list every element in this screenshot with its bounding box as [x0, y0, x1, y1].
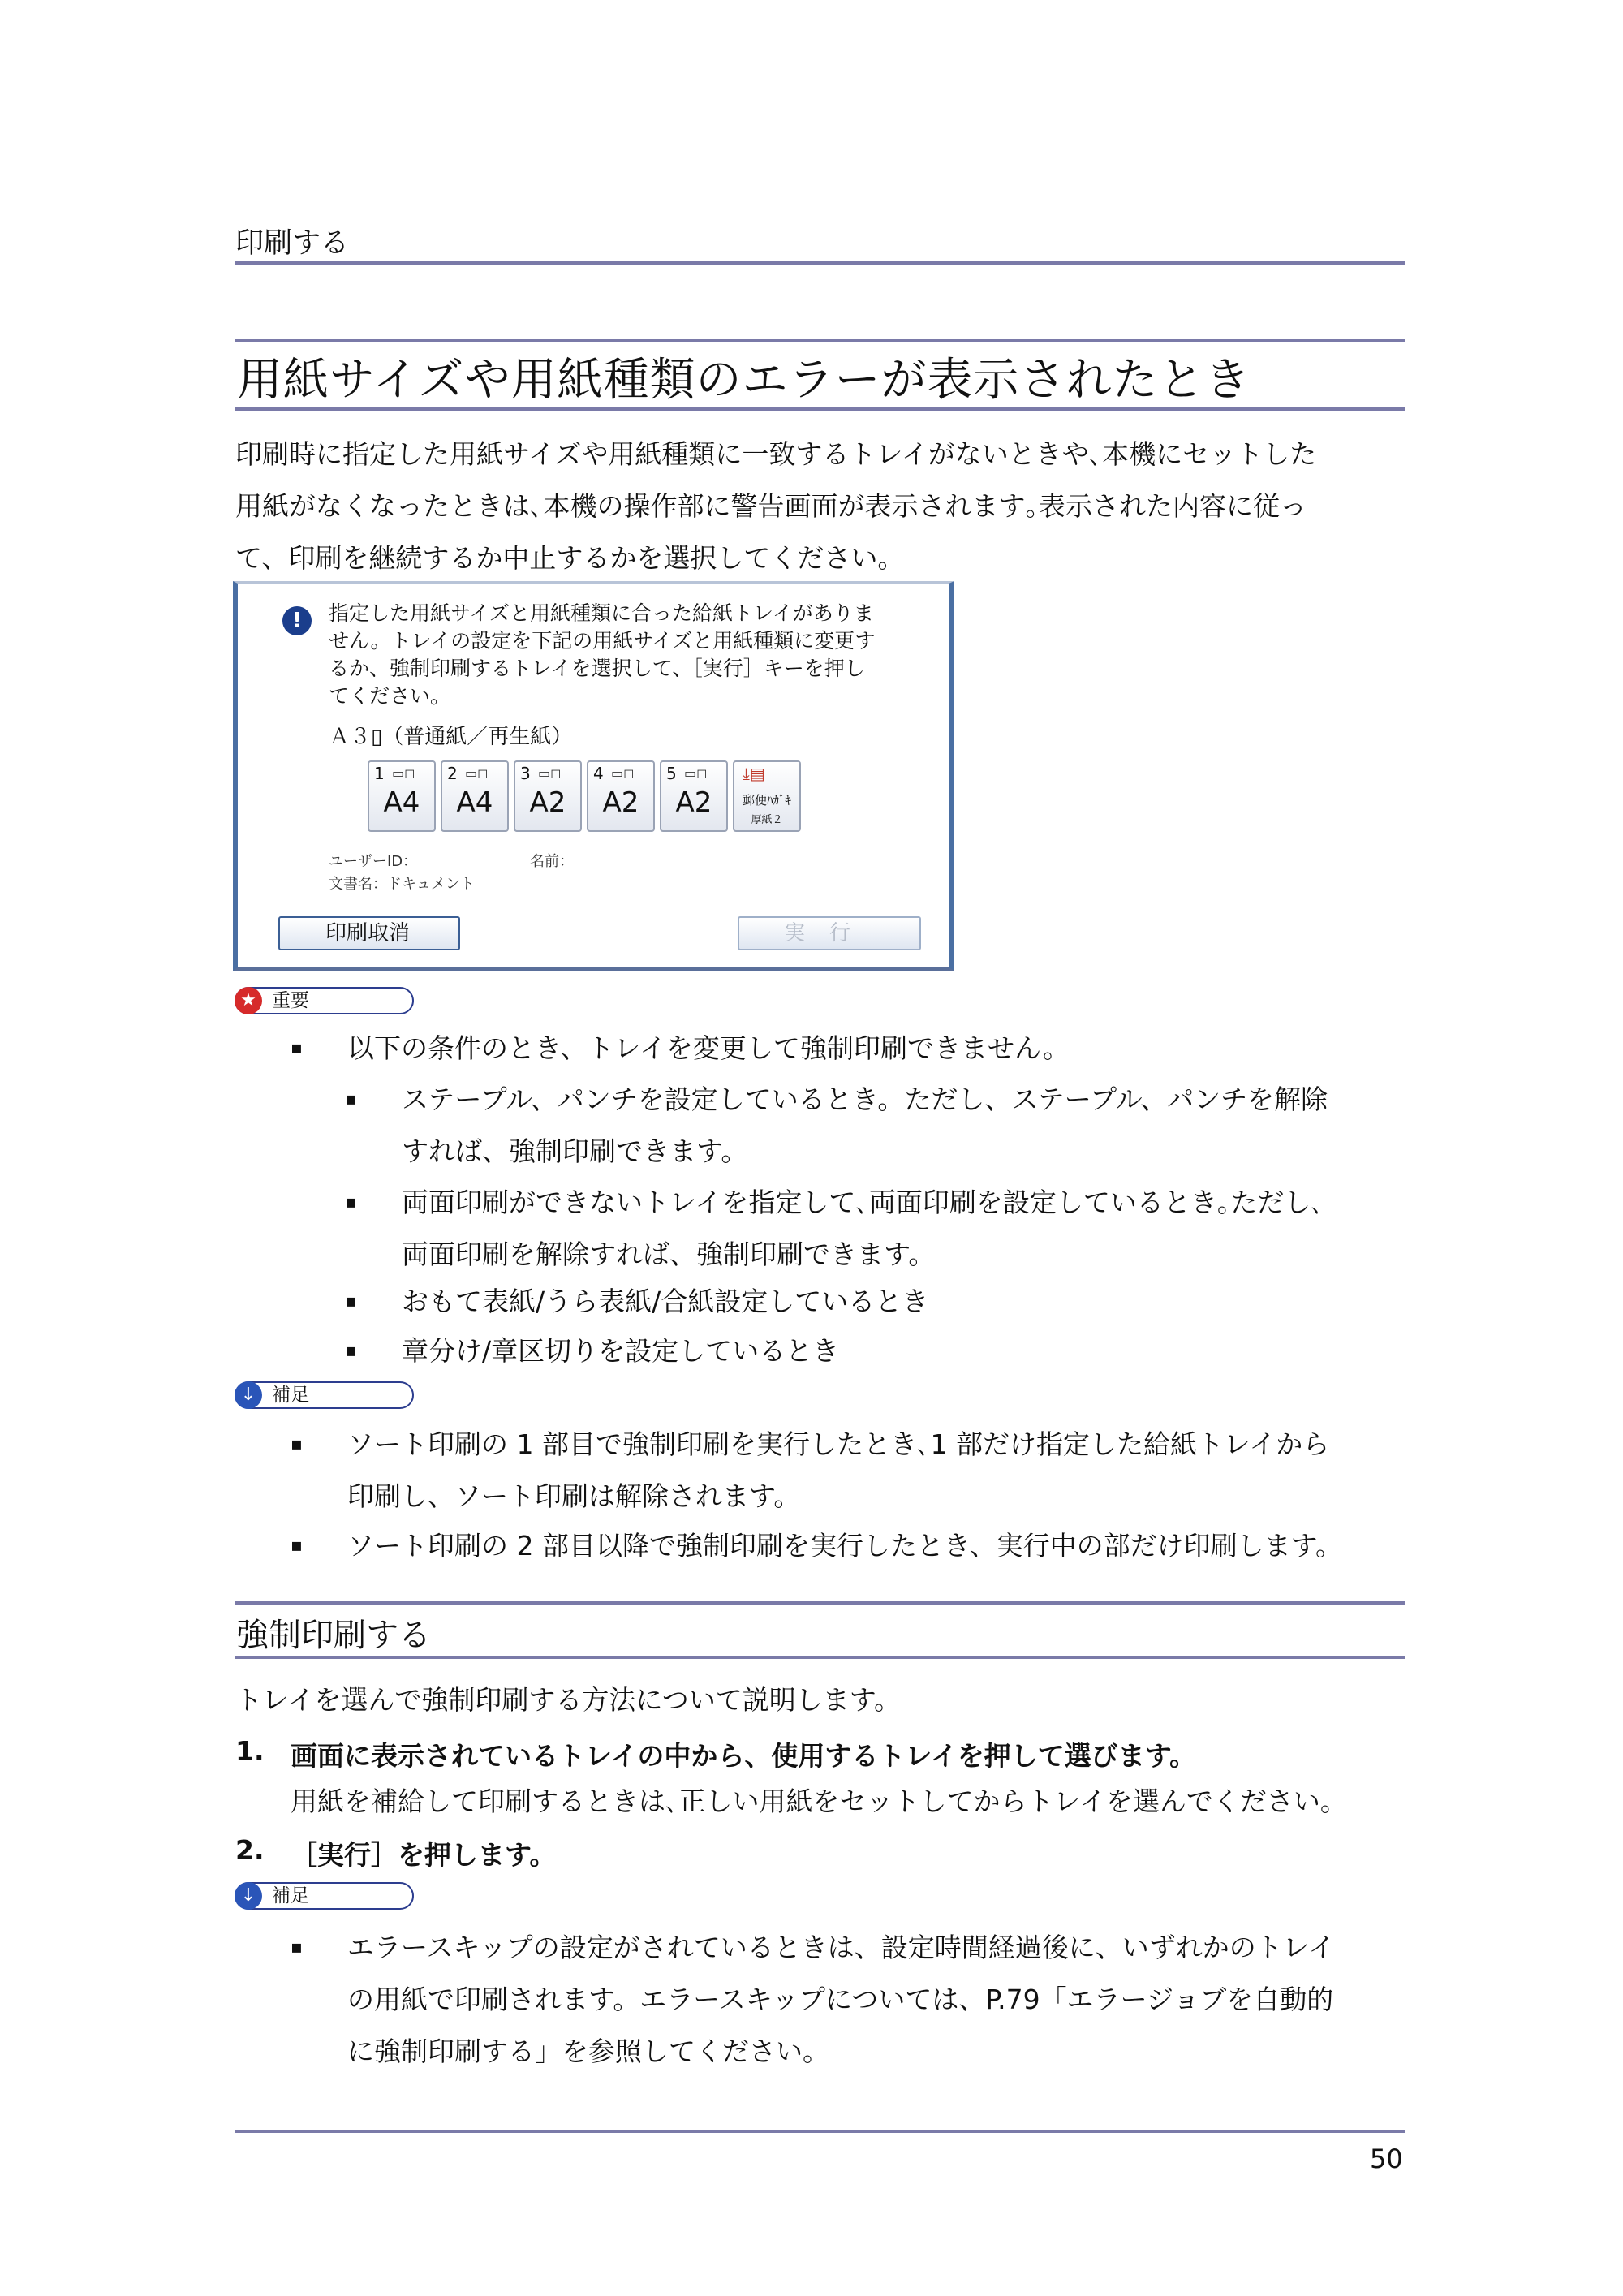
note-tag	[235, 1381, 414, 1409]
list-item-line: 印刷し、ソート印刷は解除されます。	[347, 1480, 801, 1512]
tray-button-1[interactable]	[368, 760, 436, 832]
tray-icon: ▭◻	[392, 765, 415, 781]
list-item-line: ソート印刷の 1 部目で強制印刷を実行したとき､1 部だけ指定した給紙トレイから	[347, 1428, 1330, 1460]
tray-size: A4	[456, 786, 493, 819]
intro-line: 用紙がなくなったときは､本機の操作部に警告画面が表示されます｡表示された内容に従っ	[235, 490, 1307, 522]
section-heading: 強制印刷する	[236, 1617, 431, 1654]
down-arrow-icon: ↓	[235, 1882, 262, 1910]
list-item-line: の用紙で印刷されます。エラースキップについては、P.79「エラージョブを自動的	[347, 1984, 1334, 2015]
name-label: 名前：	[530, 853, 574, 870]
bypass-tray-icon: ⤓▤	[743, 764, 765, 783]
bullet-icon: ▪	[345, 1192, 357, 1213]
tray-icon: ▭◻	[684, 765, 708, 781]
important-tag	[235, 987, 414, 1014]
list-item-text: 以下の条件のとき、トレイを変更して強制印刷できません。	[347, 1032, 1070, 1064]
list-item-line: エラースキップの設定がされているときは、設定時間経過後に、いずれかのトレイ	[347, 1932, 1336, 1963]
list-item-line: に強制印刷する」を参照してください。	[347, 2035, 829, 2067]
step-title: 画面に表示されているトレイの中から、使用するトレイを押して選びます。	[291, 1740, 1197, 1772]
note-tag	[235, 1882, 414, 1910]
title-top-rule	[235, 339, 1405, 342]
note-tag-label: 補足	[272, 1885, 309, 1906]
paper-spec: Ａ３▯（普通紙／再生紙）	[329, 725, 573, 749]
section-intro: トレイを選んで強制印刷する方法について説明します。	[235, 1684, 902, 1716]
tray-number: 2	[447, 764, 458, 783]
list-item-text	[347, 1922, 1335, 2078]
intro-line: て、印刷を継続するか中止するかを選択してください。	[235, 542, 905, 574]
bypass-tray-type: 厚紙２	[751, 814, 783, 826]
section-bottom-rule	[235, 1656, 1405, 1659]
tray-number: 3	[520, 764, 531, 783]
bullet-icon: ▪	[291, 1937, 303, 1958]
warning-dialog-screenshot	[233, 581, 954, 971]
page-title: 用紙サイズや用紙種類のエラーが表示されたとき	[237, 354, 1251, 407]
step-number: 2.	[235, 1834, 265, 1866]
tray-button-bypass[interactable]	[733, 760, 801, 832]
down-arrow-icon: ↓	[235, 1381, 262, 1409]
tray-button-5[interactable]	[660, 760, 728, 832]
star-icon: ★	[235, 987, 262, 1014]
list-item-text: おもて表紙/うら表紙/合紙設定しているとき	[402, 1286, 929, 1317]
list-item-text	[347, 1419, 1329, 1523]
list-item-line: すれば、強制印刷できます。	[402, 1135, 748, 1167]
intro-paragraph	[235, 429, 1412, 584]
list-item-text	[402, 1177, 1324, 1281]
bullet-icon: ▪	[291, 1536, 303, 1556]
bullet-icon: ▪	[345, 1341, 357, 1361]
dialog-message-line: てください。	[329, 684, 451, 708]
execute-button[interactable]: 実行	[738, 916, 921, 950]
tray-button-3[interactable]	[514, 760, 582, 832]
dialog-message-line: 指定した用紙サイズと用紙種類に合った給紙トレイがありま	[329, 601, 874, 625]
bullet-icon: ▪	[291, 1038, 303, 1058]
dialog-message	[329, 600, 913, 710]
page-number: 50	[1370, 2143, 1403, 2174]
tray-size: A2	[529, 786, 566, 819]
tray-size: A4	[383, 786, 420, 819]
tray-number: 1	[374, 764, 385, 783]
tray-number: 4	[593, 764, 604, 783]
warning-icon: !	[282, 606, 312, 635]
tray-icon: ▭◻	[538, 765, 562, 781]
tray-size: A2	[675, 786, 712, 819]
bullet-icon: ▪	[291, 1434, 303, 1454]
bullet-icon: ▪	[345, 1291, 357, 1312]
dialog-message-line: せん。トレイの設定を下記の用紙サイズと用紙種類に変更す	[329, 629, 876, 653]
title-bottom-rule	[235, 407, 1405, 411]
note-tag-label: 補足	[272, 1385, 309, 1406]
bullet-icon: ▪	[345, 1089, 357, 1109]
tray-button-4[interactable]	[587, 760, 655, 832]
list-item-text	[402, 1074, 1328, 1178]
list-item-text: ソート印刷の 2 部目以降で強制印刷を実行したとき、実行中の部だけ印刷します。	[347, 1530, 1343, 1562]
list-item-line: 両面印刷ができないトレイを指定して､両面印刷を設定しているとき｡ただし､	[402, 1187, 1324, 1218]
list-item-line: ステープル、パンチを設定しているとき。ただし、ステープル、パンチを解除	[402, 1083, 1328, 1115]
tray-icon: ▭◻	[611, 765, 635, 781]
intro-line: 印刷時に指定した用紙サイズや用紙種類に一致するトレイがないときや､本機にセットした	[235, 438, 1317, 470]
step-title: ［実行］を押します。	[291, 1839, 557, 1871]
tray-button-2[interactable]	[441, 760, 509, 832]
bypass-tray-paper: 郵便ﾊｶﾞｷ	[742, 793, 791, 808]
document-name: 文書名：ドキュメント	[329, 876, 475, 893]
important-tag-label: 重要	[272, 990, 309, 1011]
list-item-line: 両面印刷を解除すれば、強制印刷できます。	[402, 1238, 936, 1270]
running-header: 印刷する	[235, 227, 350, 260]
section-top-rule	[235, 1601, 1405, 1605]
tray-number: 5	[666, 764, 677, 783]
step-number: 1.	[235, 1735, 265, 1767]
tray-size: A2	[602, 786, 639, 819]
step-detail: 用紙を補給して印刷するときは､正しい用紙をセットしてからトレイを選んでください｡	[291, 1786, 1334, 1817]
list-item-text: 章分け/章区切りを設定しているとき	[402, 1335, 840, 1367]
tray-icon: ▭◻	[465, 765, 489, 781]
header-rule	[235, 261, 1405, 265]
cancel-print-button[interactable]: 印刷取消	[278, 916, 460, 950]
footer-rule	[235, 2130, 1405, 2133]
dialog-message-line: るか、強制印刷するトレイを選択して、［実行］キーを押し	[329, 657, 865, 680]
user-id-label: ユーザーID：	[329, 853, 418, 870]
